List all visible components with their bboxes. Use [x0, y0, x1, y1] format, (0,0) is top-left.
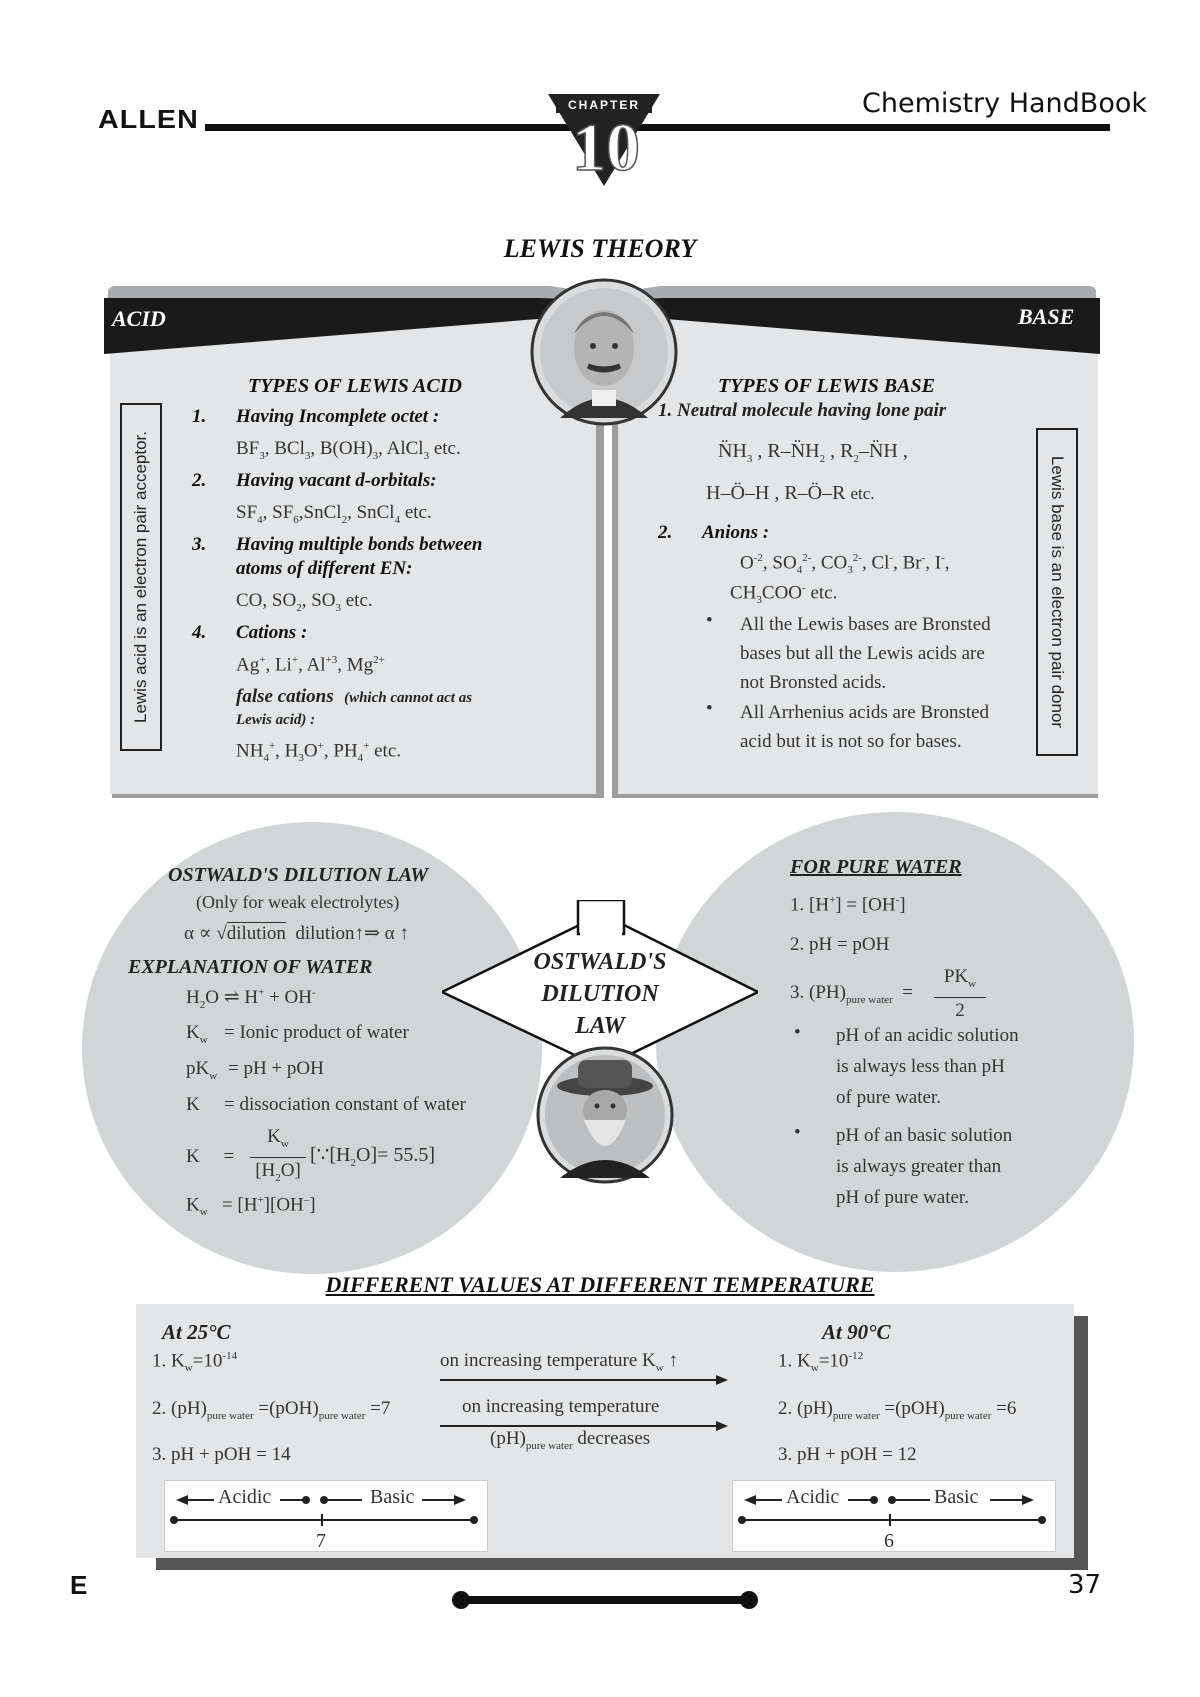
arrow-1-text: on increasing temperature K — [440, 1350, 656, 1371]
right-bullet-1-line-1: pH of an acidic solution — [836, 1025, 1019, 1046]
base-bullet-1-line-3: not Bronsted acids. — [740, 672, 887, 693]
left-kw-exp: -14 — [222, 1350, 238, 1362]
base-bullet-1-line-1: All the Lewis bases are Bronsted — [740, 614, 991, 635]
pure-water-3: 3. $(PH)_{pure water}$ = — [790, 982, 913, 1006]
pure-water-1-a: 1. [H — [790, 894, 830, 916]
right-bullet-2-line-1: pH of an basic solution — [836, 1125, 1013, 1146]
law-label — [442, 946, 758, 1042]
left-sum: 3. pH + pOH = 14 — [152, 1444, 291, 1465]
base-bullet-2-line-2: acid but it is not so for bases. — [740, 731, 962, 752]
pkw-definition: = pH + pOH — [228, 1058, 324, 1079]
base-definition-box — [1036, 428, 1078, 756]
footer-rule — [460, 1596, 750, 1604]
false-cations-examples: $NH_4^+$, $H_3O^+$, $PH_4^+$ etc. — [236, 740, 402, 765]
base-item-2: Anions : — [702, 522, 770, 543]
right-ph: 2. $(pH)_{pure water} =(pOH)_{pure water} =6$ — [778, 1398, 1017, 1422]
right-ph-sub-b: pure water — [944, 1409, 992, 1422]
acid-item-1-examples: $BF_3$, BCl$_3$, $B(OH)_3$, AlCl$_3$ etc. — [236, 438, 461, 462]
base-definition: Lewis base is an electron pair donor — [1048, 455, 1068, 729]
chapter-badge — [548, 94, 660, 186]
arrow-1 — [440, 1374, 728, 1386]
left-ph-sub-b: pure water — [318, 1409, 366, 1422]
scale-90-neutral: 6 — [884, 1530, 894, 1552]
right-temp-head: At 90°C — [822, 1320, 891, 1344]
base-bullet-1-dot: • — [706, 610, 713, 631]
book-title: Chemistry HandBook — [862, 88, 1147, 119]
scale-25-acidic: Acidic — [218, 1486, 272, 1508]
right-kw: 1. $K_w=10^{-12}$ — [778, 1350, 864, 1375]
right-bullet-2-line-2: is always greater than — [836, 1156, 1002, 1177]
right-ph-value: =6 — [996, 1398, 1017, 1419]
acid-item-4-title: Cations : — [236, 622, 308, 643]
right-bullet-1-line-2: is always less than pH — [836, 1056, 1005, 1077]
pkw-symbol: $pK_w$ — [186, 1058, 218, 1082]
explanation-title: EXPLANATION OF WATER — [128, 956, 373, 978]
acid-label: ACID — [112, 306, 166, 331]
arrow-2-decreases: decreases — [577, 1428, 651, 1449]
dilution-proportion: α ∝ √dilution dilution↑⇒ α ↑ — [184, 923, 409, 944]
acid-item-1-num: 1. — [192, 406, 207, 427]
footer-left: E — [70, 1570, 88, 1600]
pure-water-3-a: 3. (PH) — [790, 982, 846, 1003]
h2o-value: = 55.5 — [377, 1144, 429, 1166]
k-fraction — [250, 1124, 306, 1191]
acid-item-3-examples: CO, $SO_2$, $SO_3$ etc. — [236, 590, 373, 614]
right-kw-exp: -12 — [848, 1350, 864, 1362]
pure-water-1: 1. [H+] = [OH-] — [790, 894, 906, 916]
scale-90-basic: Basic — [934, 1486, 979, 1508]
kw-symbol: $K_w$ — [186, 1022, 208, 1046]
law-label-1: OSTWALD'S — [533, 949, 667, 975]
law-label-3: LAW — [575, 1013, 625, 1039]
ostwald-left-sub: (Only for weak electrolytes) — [196, 892, 400, 912]
base-bullet-1-line-2: bases but all the Lewis acids are — [740, 643, 985, 664]
acid-item-3-title-2: atoms of different EN: — [236, 558, 413, 579]
false-cations-title: false cations — [236, 686, 334, 707]
left-ph: 2. $(pH)_{pure water} =(pOH)_{pure water} =7$ — [152, 1398, 391, 1422]
law-label-2: DILUTION — [541, 981, 659, 1007]
base-item-2-examples-a: $O^{-2}$, $SO_4^{2-}$, $CO_3^{2-}$, Cl-, Br-, I-, — [740, 552, 950, 577]
base-label: BASE — [1018, 304, 1075, 329]
base-bullet-2-line-1: All Arrhenius acids are Bronsted — [740, 702, 990, 723]
chapter-label: CHAPTER — [567, 98, 641, 112]
acid-item-2-title: Having vacant d-orbitals: — [236, 470, 437, 491]
lewis-portrait — [530, 278, 678, 426]
dilution-radicand: dilution — [226, 923, 286, 944]
footer-rule-cap-right — [740, 1591, 758, 1609]
footer-rule-cap-left — [452, 1591, 470, 1609]
base-bullet-2 — [740, 698, 989, 756]
section-title-lewis: LEWIS THEORY — [503, 234, 697, 263]
h2o-concentration: $[\because[H_2O]= 55.5]$ — [310, 1144, 436, 1169]
acid-item-4-examples: Ag+, Li+, $Al^{+3}$, $Mg^{2+}$ — [236, 654, 385, 676]
pkw-fraction — [934, 964, 986, 1024]
chapter-number: 10 — [572, 109, 640, 185]
water-equilibrium: $H_2O$ ⇌ H+ + OH- — [186, 986, 316, 1011]
base-item-1-examples-a: $N̈H_3$ , $R-N̈H_2$ , $R_2-N̈H$ , — [718, 440, 908, 465]
acid-item-2-examples: $SF_4$, $SF_6,SnCl_2$, SnCl$_4$ etc. — [236, 502, 432, 526]
left-ph-sub-a: pure water — [206, 1409, 254, 1422]
k-definition: = dissociation constant of water — [224, 1094, 466, 1115]
scale-25 — [164, 1480, 488, 1552]
right-bullet-1 — [836, 1020, 1019, 1113]
false-cations — [236, 686, 472, 708]
dilution-word: dilution — [295, 923, 355, 944]
arrow-2-label: on increasing temperature — [462, 1396, 660, 1417]
left-temp-head: At 25°C — [162, 1320, 231, 1344]
temperature-title: DIFFERENT VALUES AT DIFFERENT TEMPERATURE — [325, 1272, 875, 1297]
right-ph-sub-a: pure water — [832, 1409, 880, 1422]
arrow-1-label: on increasing temperature $K_w$ ↑ — [440, 1350, 678, 1374]
base-item-1-examples-b: H–Ö–H , R–Ö–R etc. — [706, 482, 875, 504]
base-bullet-2-dot: • — [706, 698, 713, 719]
left-ph-value: =7 — [370, 1398, 391, 1419]
arrow-2-sub-label: $(pH)_{pure water}$ decreases — [490, 1428, 651, 1452]
right-sum: 3. pH + pOH = 12 — [778, 1444, 917, 1465]
kw-definition: = Ionic product of water — [224, 1022, 409, 1043]
acid-definition: Lewis acid is an electron pair acceptor. — [131, 431, 150, 723]
false-cations-note: (which cannot act as — [344, 690, 473, 706]
base-heading: TYPES OF LEWIS BASE — [718, 375, 935, 397]
left-kw: 1. $K_w=10^{-14}$ — [152, 1350, 238, 1375]
acid-panel-edge — [596, 420, 604, 798]
false-cations-note-2: Lewis acid) : — [236, 712, 316, 728]
acid-item-4-num: 4. — [192, 622, 207, 643]
acid-item-3-num: 3. — [192, 534, 207, 555]
acid-item-1-title: Having Incomplete octet : — [236, 406, 440, 427]
acid-item-2-num: 2. — [192, 470, 207, 491]
ostwald-left-title: OSTWALD'S DILUTION LAW — [168, 864, 429, 886]
pure-water-3-sub: pure water — [845, 993, 893, 1006]
arrow-2-sub: pure water — [525, 1439, 573, 1452]
pkw-denominator: 2 — [955, 999, 965, 1021]
base-item-1: 1. Neutral molecule having lone pair — [658, 400, 947, 421]
right-bullet-1-dot: • — [794, 1022, 801, 1043]
brand-logo: ALLEN — [98, 104, 199, 134]
base-bullet-1 — [740, 610, 991, 697]
k-formula-symbol: K = — [186, 1146, 235, 1167]
base-item-2-examples-b: $CH_3COO^-$ etc. — [730, 582, 838, 607]
scale-90-acidic: Acidic — [786, 1486, 840, 1508]
base-item-2-num: 2. — [658, 522, 673, 543]
pkw-numerator: $PK_w$ — [934, 964, 986, 998]
base-etc: etc. — [850, 484, 875, 503]
acid-item-3-title: Having multiple bonds between — [236, 534, 483, 555]
right-bullet-2-line-3: pH of pure water. — [836, 1187, 969, 1208]
kw-product: $K_w = [H^+][OH^-]$ — [186, 1194, 316, 1219]
k-symbol: K — [186, 1094, 200, 1115]
scale-90 — [732, 1480, 1056, 1552]
base-panel-edge — [612, 420, 618, 798]
right-bullet-2-dot: • — [794, 1122, 801, 1143]
page-number: 37 — [1068, 1570, 1102, 1600]
scale-25-basic: Basic — [370, 1486, 415, 1508]
scale-25-neutral: 7 — [316, 1530, 326, 1552]
ostwald-right-title: FOR PURE WATER — [790, 856, 962, 878]
k-denominator: $[H_2O]$ — [255, 1159, 301, 1184]
k-numerator: $K_w$ — [250, 1124, 306, 1158]
ostwald-portrait — [536, 1046, 674, 1184]
acid-definition-box — [120, 403, 162, 751]
pure-water-2: 2. pH = pOH — [790, 934, 890, 955]
right-bullet-1-line-3: of pure water. — [836, 1087, 941, 1108]
right-bullet-2 — [836, 1120, 1012, 1213]
acid-heading: TYPES OF LEWIS ACID — [248, 375, 462, 397]
acid-item-3-etc: etc. — [345, 590, 373, 611]
